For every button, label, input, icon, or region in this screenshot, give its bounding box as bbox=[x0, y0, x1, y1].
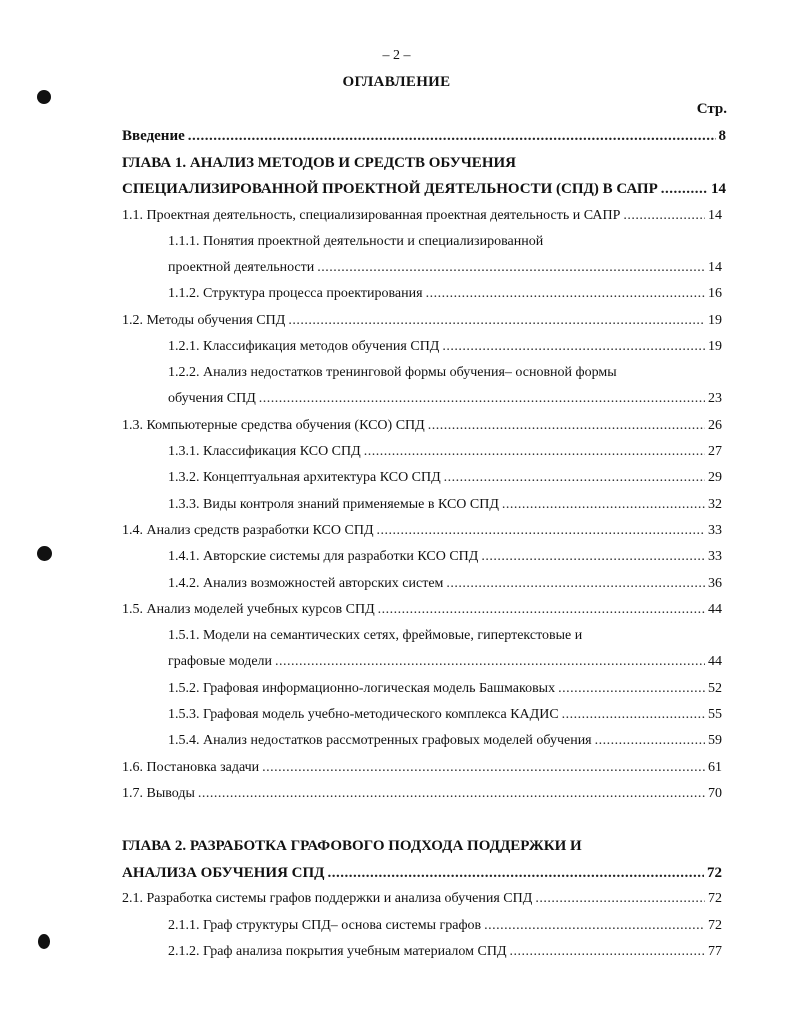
punch-hole-mark bbox=[38, 934, 50, 949]
toc-entry: 1.4. Анализ средств разработки КСО СПД ..... 33 bbox=[122, 523, 722, 539]
page-title: ОГЛАВЛЕНИЕ bbox=[342, 74, 451, 90]
toc-entry: графовые модели ..... 44 bbox=[168, 654, 722, 670]
toc-entry: Введение ..... 8 bbox=[122, 128, 726, 145]
toc-entry: 2.1. Разработка системы графов поддержки и анализа обучения СПД ..... 72 bbox=[122, 891, 722, 907]
punch-hole-mark bbox=[37, 546, 52, 561]
punch-hole-mark bbox=[37, 90, 51, 104]
toc-entry: 1.5.4. Анализ недостатков рассмотренных графовых моделей обучения ..... 59 bbox=[168, 733, 722, 749]
toc-entry: 1.2.2. Анализ недостатков тренинговой формы обучения– основной формы bbox=[168, 365, 617, 380]
page-column-label: Стр. bbox=[696, 101, 727, 117]
toc-entry: 1.2.1. Классификация методов обучения СПД ..... 19 bbox=[168, 339, 722, 355]
toc-entry: 1.3. Компьютерные средства обучения (КСО) СПД ..... 26 bbox=[122, 418, 722, 434]
toc-entry: обучения СПД ..... 23 bbox=[168, 391, 722, 407]
toc-entry: 1.2. Методы обучения СПД ..... 19 bbox=[122, 313, 722, 329]
toc-entry: 2.1.1. Граф структуры СПД– основа системы графов ..... 72 bbox=[168, 918, 722, 934]
toc-entry: 1.1.1. Понятия проектной деятельности и специализированной bbox=[168, 234, 544, 249]
toc-entry: ГЛАВА 2. РАЗРАБОТКА ГРАФОВОГО ПОДХОДА ПОДДЕРЖКИ И bbox=[122, 838, 582, 854]
toc-entry: 1.5.1. Модели на семантических сетях, фреймовые, гипертекстовые и bbox=[168, 628, 583, 643]
toc-entry: 1.1.2. Структура процесса проектирования ..... 16 bbox=[168, 286, 722, 302]
toc-entry: 1.7. Выводы ..... 70 bbox=[122, 786, 722, 802]
toc-entry: 1.6. Постановка задачи ..... 61 bbox=[122, 760, 722, 776]
toc-entry: 1.3.1. Классификация КСО СПД ..... 27 bbox=[168, 444, 722, 460]
toc-entry: 2.1.2. Граф анализа покрытия учебным материалом СПД ..... 77 bbox=[168, 944, 722, 960]
toc-entry: 1.4.2. Анализ возможностей авторских систем ..... 36 bbox=[168, 576, 722, 592]
toc-entry: 1.5.2. Графовая информационно-логическая модель Башмаковых ..... 52 bbox=[168, 681, 722, 697]
toc-entry: проектной деятельности ..... 14 bbox=[168, 260, 722, 276]
toc-entry: 1.4.1. Авторские системы для разработки КСО СПД ..... 33 bbox=[168, 549, 722, 565]
toc-entry: 1.5.3. Графовая модель учебно-методического комплекса КАДИС ..... 55 bbox=[168, 707, 722, 723]
page-number: – 2 – bbox=[382, 48, 411, 63]
toc-entry: СПЕЦИАЛИЗИРОВАННОЙ ПРОЕКТНОЙ ДЕЯТЕЛЬНОСТИ (СПД) В САПР ..... 14 bbox=[122, 181, 726, 198]
toc-entry: 1.3.2. Концептуальная архитектура КСО СПД ..... 29 bbox=[168, 470, 722, 486]
toc-entry: 1.5. Анализ моделей учебных курсов СПД ..... 44 bbox=[122, 602, 722, 618]
toc-entry: ГЛАВА 1. АНАЛИЗ МЕТОДОВ И СРЕДСТВ ОБУЧЕНИЯ bbox=[122, 155, 516, 171]
toc-entry: 1.3.3. Виды контроля знаний применяемые в КСО СПД ..... 32 bbox=[168, 497, 722, 513]
toc-entry: АНАЛИЗА ОБУЧЕНИЯ СПД ..... 72 bbox=[122, 865, 722, 882]
toc-entry: 1.1. Проектная деятельность, специализированная проектная деятельность и САПР ..... 14 bbox=[122, 208, 722, 224]
